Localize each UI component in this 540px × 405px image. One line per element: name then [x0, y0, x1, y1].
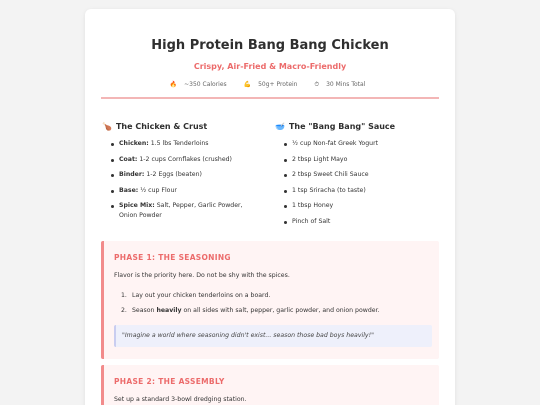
chicken-ingredient-list — [102, 139, 262, 221]
step-text-emphasis: heavily — [156, 307, 182, 314]
timer-icon: ⏱ — [314, 81, 320, 88]
phase-2-heading: PHASE 2: THE ASSEMBLY — [114, 377, 225, 386]
protein-meta — [244, 81, 303, 88]
muscle-icon: 💪 — [243, 81, 252, 88]
list-item — [111, 155, 262, 165]
list-item — [111, 139, 262, 149]
step-text-part: Season — [132, 307, 157, 314]
time-meta — [314, 81, 370, 88]
ingredient-text: ½ cup Flour — [138, 186, 177, 194]
phase-1-box — [101, 241, 439, 359]
step-number: 1. — [121, 292, 127, 299]
sauce-heading-text: The "Bang Bang" Sauce — [288, 121, 396, 131]
list-item: Pinch of Salt — [284, 217, 435, 227]
phase-1-heading: PHASE 1: THE SEASONING — [114, 253, 231, 262]
ingredient-label: Chicken: — [119, 140, 149, 147]
list-item: ½ cup Non-fat Greek Yogurt — [284, 139, 435, 149]
step-text-part: on all sides with salt, pepper, garlic powder, and onion powder. — [181, 307, 380, 314]
list-item — [121, 306, 431, 316]
calories-meta — [170, 81, 232, 88]
chicken-heading — [102, 121, 262, 131]
step-text — [132, 306, 380, 316]
phase-1-steps — [121, 291, 431, 321]
ingredient-label: Coat: — [119, 155, 138, 163]
step-text-part: Lay out your chicken tenderloins on a board. — [132, 292, 271, 299]
list-item — [121, 291, 431, 301]
bowl-icon: 🥣 — [275, 121, 285, 131]
recipe-meta — [85, 81, 455, 89]
recipe-title: High Protein Bang Bang Chicken — [151, 38, 389, 53]
list-item: 1 tsp Sriracha (to taste) — [284, 186, 435, 196]
list-item — [111, 186, 262, 196]
drumstick-icon: 🍗 — [102, 121, 112, 131]
sauce-ingredient-list — [275, 139, 435, 227]
list-item: 2 tbsp Light Mayo — [284, 155, 435, 165]
sauce-section — [275, 121, 435, 232]
chicken-section — [102, 121, 262, 227]
list-item: 1 tbsp Honey — [284, 201, 435, 211]
list-item — [111, 201, 262, 221]
ingredient-text: 1-2 Eggs (beaten) — [144, 171, 202, 178]
ingredient-text: Salt, Pepper, Garlic Powder, Onion Powder — [119, 202, 243, 219]
header-divider — [101, 97, 439, 99]
calories-text: ~350 Calories — [184, 81, 227, 88]
chicken-heading-text: The Chicken & Crust — [115, 121, 208, 131]
list-item: 2 tbsp Sweet Chili Sauce — [284, 170, 435, 180]
seasoning-quote: "Imagine a world where seasoning didn't exist... season those bad boys heavily!" — [114, 325, 432, 347]
sauce-heading — [275, 121, 435, 131]
ingredient-label: Binder: — [119, 171, 145, 178]
recipe-subtitle: Crispy, Air-Fried & Macro-Friendly — [193, 62, 347, 71]
phase-2-intro: Set up a standard 3-bowl dredging station. — [114, 396, 247, 403]
time-text: 30 Mins Total — [326, 81, 366, 88]
ingredient-label: Spice Mix: — [119, 202, 155, 209]
ingredient-text: 1.5 lbs Tenderloins — [148, 140, 209, 147]
recipe-card — [85, 9, 455, 405]
step-number: 2. — [121, 307, 127, 314]
phase-2-box — [101, 365, 439, 405]
ingredient-text: 1-2 cups Cornflakes (crushed) — [137, 155, 232, 163]
fire-icon: 🔥 — [169, 81, 178, 88]
phase-1-intro: Flavor is the priority here. Do not be shy with the spices. — [114, 272, 290, 279]
protein-text: 50g+ Protein — [258, 81, 298, 88]
step-text — [132, 291, 270, 301]
list-item — [111, 170, 262, 180]
ingredient-label: Base: — [119, 186, 139, 194]
